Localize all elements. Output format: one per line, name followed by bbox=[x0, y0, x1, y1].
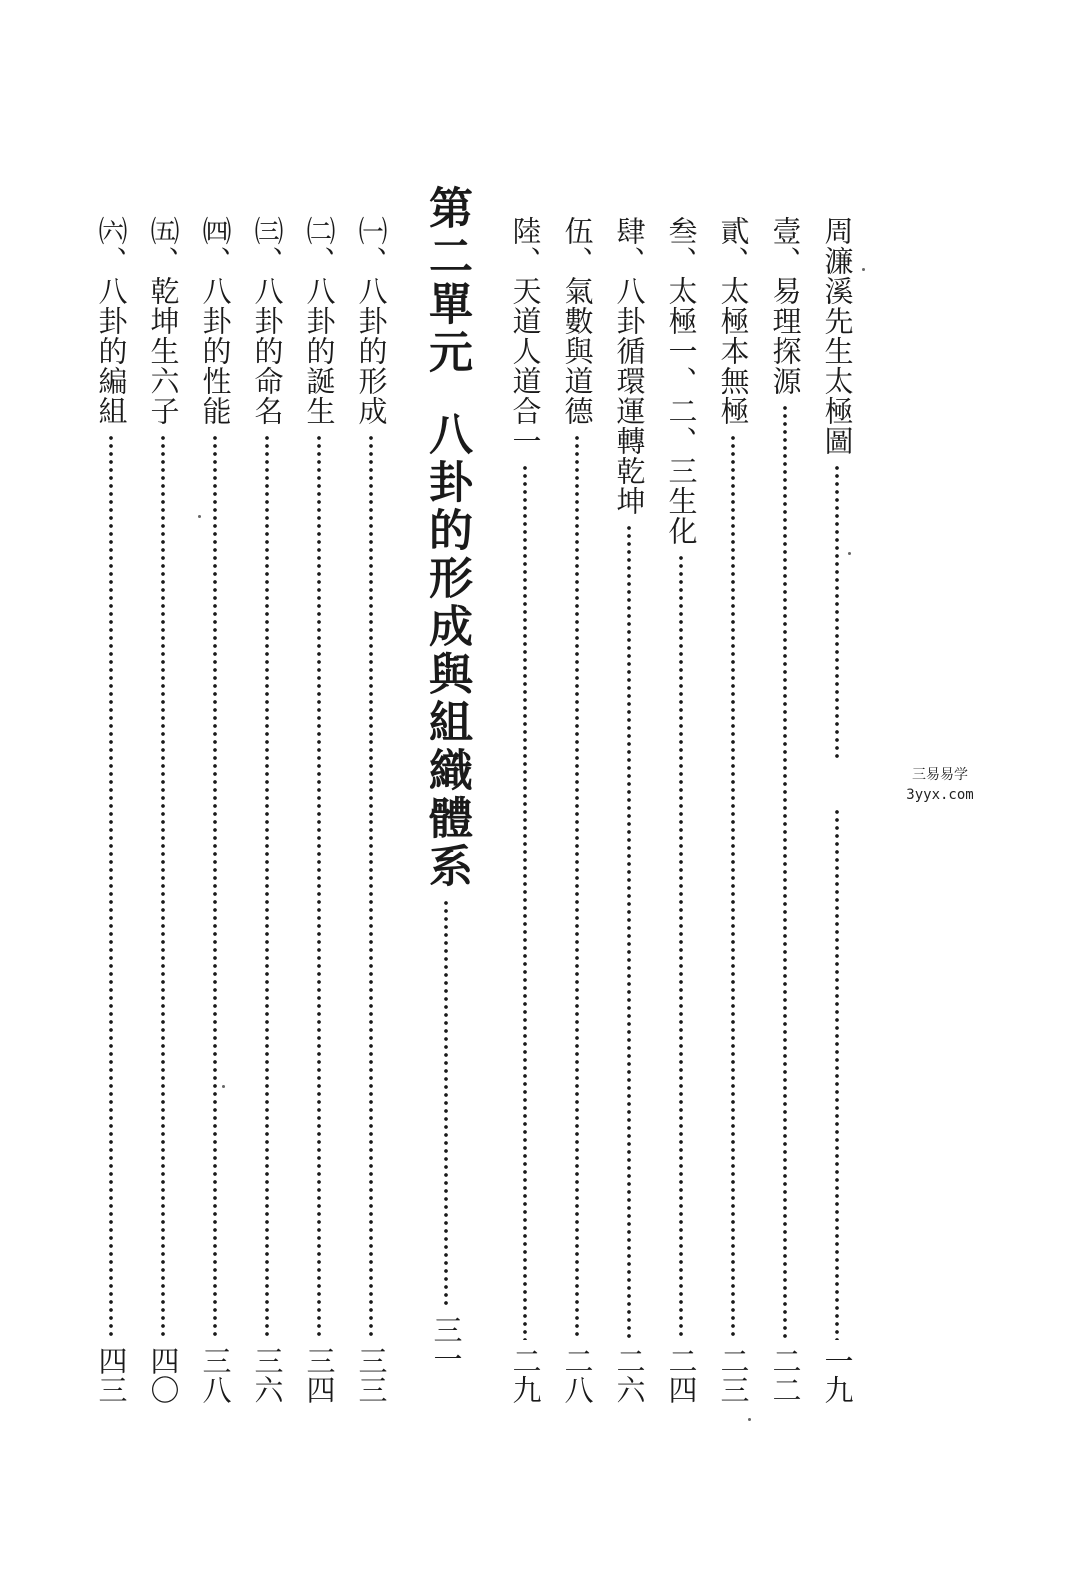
toc-entry-page: 二九 bbox=[508, 1346, 543, 1404]
chapter-title: 八卦的形成與組織體系 bbox=[421, 411, 472, 891]
toc-entry bbox=[654, 216, 708, 1416]
toc-entry-page: 二四 bbox=[664, 1346, 699, 1404]
dot-leader bbox=[835, 464, 839, 1340]
toc-entry bbox=[550, 216, 604, 1416]
dot-leader bbox=[161, 434, 165, 1340]
toc-section bbox=[240, 216, 294, 1416]
toc-entry-page: 二六 bbox=[612, 1346, 647, 1404]
scan-speck bbox=[198, 515, 201, 518]
dot-leader bbox=[783, 404, 787, 1340]
toc-section-title: ㈡、八卦的誕生 bbox=[302, 216, 337, 426]
dot-leader bbox=[627, 524, 631, 1340]
toc-section-page: 四〇 bbox=[146, 1346, 181, 1404]
toc-section bbox=[188, 216, 242, 1416]
dot-leader bbox=[109, 434, 113, 1340]
toc-entry-page: 一九 bbox=[820, 1346, 855, 1404]
toc-entry-title: 肆、八卦循環運轉乾坤 bbox=[612, 216, 647, 516]
dot-leader bbox=[317, 434, 321, 1340]
toc-entry-page: 二三 bbox=[716, 1346, 751, 1404]
dot-leader bbox=[731, 434, 735, 1340]
toc-section bbox=[84, 216, 138, 1416]
toc-entry-title: 壹、易理探源 bbox=[768, 216, 803, 396]
scan-speck bbox=[748, 1418, 751, 1421]
dot-leader bbox=[679, 554, 683, 1340]
toc-section bbox=[292, 216, 346, 1416]
toc-entry-title: 伍、氣數與道德 bbox=[560, 216, 595, 426]
toc-entry bbox=[602, 216, 656, 1416]
toc-section-title: ㈣、八卦的性能 bbox=[198, 216, 233, 426]
toc-section-title: ㈠、八卦的形成 bbox=[354, 216, 389, 426]
watermark-url: 3yyx.com bbox=[906, 787, 974, 803]
toc-entry bbox=[498, 216, 552, 1416]
dot-leader bbox=[369, 434, 373, 1340]
toc-section-page: 四三 bbox=[94, 1346, 129, 1404]
toc-entry-title: 叁、太極一、二、三生化 bbox=[664, 216, 699, 546]
chapter-label: 第二單元 bbox=[421, 185, 472, 377]
toc-section-page: 三四 bbox=[302, 1346, 337, 1404]
toc-section-page: 三八 bbox=[198, 1346, 233, 1404]
watermark-name: 三易易学 bbox=[912, 767, 968, 783]
toc-entry-title: 周濂溪先生太極圖 bbox=[820, 216, 855, 456]
scan-speck bbox=[862, 268, 865, 271]
chapter-page: 三一 bbox=[429, 1315, 464, 1373]
scan-speck bbox=[848, 552, 851, 555]
dot-leader bbox=[265, 434, 269, 1340]
chapter-heading-text bbox=[421, 185, 472, 891]
toc-section bbox=[344, 216, 398, 1416]
dot-leader bbox=[575, 434, 579, 1340]
dot-leader bbox=[444, 899, 448, 1309]
watermark bbox=[815, 760, 1065, 810]
toc-section-page: 三三 bbox=[354, 1346, 389, 1404]
toc-entry-page: 二二 bbox=[768, 1346, 803, 1404]
toc-entry bbox=[810, 216, 864, 1416]
toc-entry-title: 陸、天道人道合一 bbox=[508, 216, 543, 456]
toc-entry-title: 貳、太極本無極 bbox=[716, 216, 751, 426]
toc-section-title: ㈥、八卦的編組 bbox=[94, 216, 129, 426]
dot-leader bbox=[523, 464, 527, 1340]
toc-entry bbox=[758, 216, 812, 1416]
dot-leader bbox=[213, 434, 217, 1340]
chapter-heading bbox=[408, 185, 484, 1385]
toc-entry-page: 二八 bbox=[560, 1346, 595, 1404]
scan-speck bbox=[222, 1085, 225, 1088]
toc-entry bbox=[706, 216, 760, 1416]
toc-section-page: 三六 bbox=[250, 1346, 285, 1404]
toc-section-title: ㈤、乾坤生六子 bbox=[146, 216, 181, 426]
toc-section bbox=[136, 216, 190, 1416]
toc-section-title: ㈢、八卦的命名 bbox=[250, 216, 285, 426]
